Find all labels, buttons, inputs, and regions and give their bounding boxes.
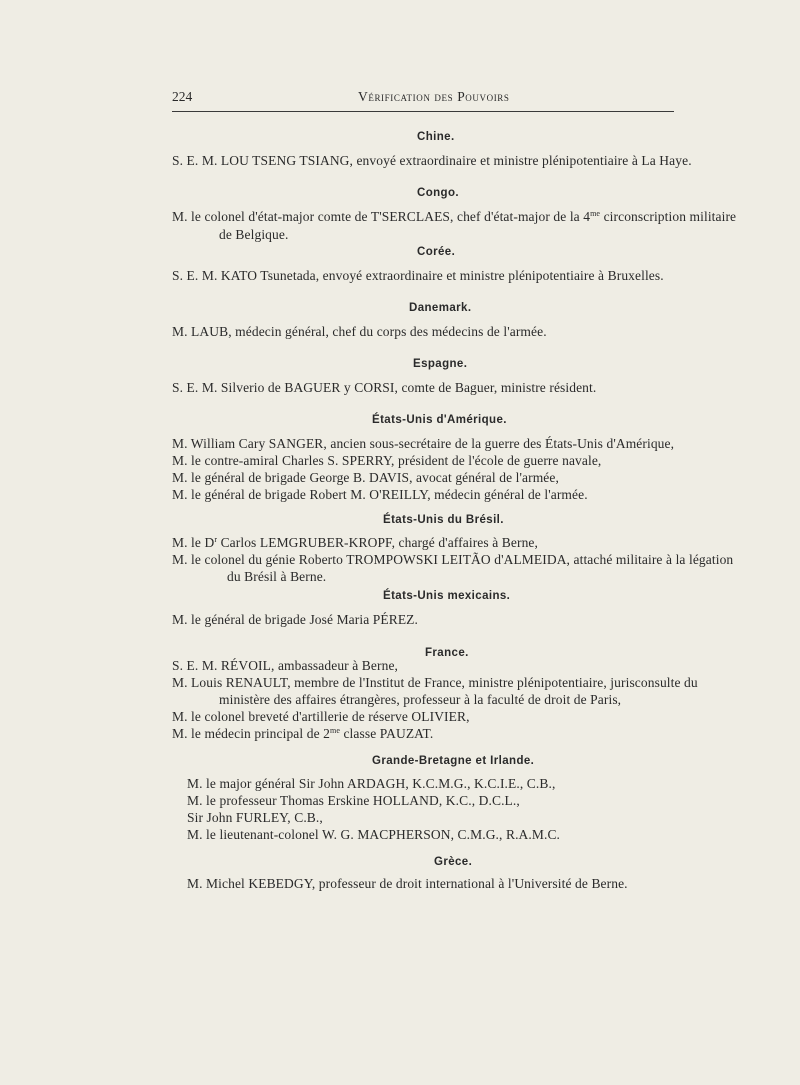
delegate-line: M. le lieutenant-colonel W. G. MACPHERSON, C.M.G., R.A.M.C. [187, 827, 561, 842]
delegate-line: M. le professeur Thomas Erskine HOLLAND, K.C., D.C.L., [187, 793, 520, 808]
delegate-line: M. le major général Sir John ARDAGH, K.C.M.G., K.C.I.E., C.B., [187, 776, 556, 791]
delegate-line: de Belgique. [219, 227, 289, 242]
section-heading-grande-bretagne: Grande-Bretagne et Irlande. [372, 755, 535, 767]
section-heading-espagne: Espagne. [413, 358, 468, 370]
section-heading-grece: Grèce. [434, 856, 473, 868]
delegate-line: M. le $D^r$ Carlos LEMGRUBER-KROPF, chargé d'affaires à Berne, [172, 535, 538, 550]
section-heading-congo: Congo. [417, 187, 459, 199]
delegate-line: M. le médecin principal de $2^{me}$ classe PAUZAT. [172, 726, 434, 741]
section-heading-danemark: Danemark. [409, 302, 472, 314]
delegate-line: S. E. M. LOU TSENG TSIANG, envoyé extraordinaire et ministre plénipotentiaire à La Haye. [172, 153, 692, 168]
section-heading-etats-unis-mexicains: États-Unis mexicains. [383, 590, 511, 602]
delegate-line: S. E. M. RÉVOIL, ambassadeur à Berne, [172, 658, 399, 673]
running-title: Vérification des Pouvoirs [358, 89, 510, 104]
page-number: 224 [172, 89, 193, 104]
delegate-line: M. le colonel du génie Roberto TROMPOWSKI LEITÃO d'ALMEIDA, attaché militaire à la légation [172, 552, 734, 567]
section-heading-chine: Chine. [417, 131, 455, 143]
delegate-line: M. le contre-amiral Charles S. SPERRY, président de l'école de guerre navale, [172, 453, 602, 468]
delegate-line: M. le général de brigade Robert M. O'REILLY, médecin général de l'armée. [172, 487, 588, 502]
delegate-line: M. LAUB, médecin général, chef du corps des médecins de l'armée. [172, 324, 547, 339]
delegate-line: M. Michel KEBEDGY, professeur de droit international à l'Université de Berne. [187, 876, 628, 891]
delegate-line: S. E. M. Silverio de BAGUER y CORSI, comte de Baguer, ministre résident. [172, 380, 597, 395]
delegate-line: M. William Cary SANGER, ancien sous-secrétaire de la guerre des États-Unis d'Amérique, [172, 436, 675, 451]
delegate-line: ministère des affaires étrangères, professeur à la faculté de droit de Paris, [219, 692, 622, 707]
delegate-line: M. le général de brigade George B. DAVIS, avocat général de l'armée, [172, 470, 559, 485]
delegate-line: du Brésil à Berne. [227, 569, 327, 584]
delegate-line: M. le général de brigade José Maria PÉREZ. [172, 612, 418, 627]
delegate-line: M. le colonel d'état-major comte de T'SERCLAES, chef d'état-major de la $4^{me}$ circonscription militaire [172, 209, 737, 224]
section-heading-france: France. [425, 647, 469, 659]
section-heading-coree: Corée. [417, 246, 456, 258]
section-heading-etats-unis-amerique: États-Unis d'Amérique. [372, 414, 507, 426]
delegate-line: M. le colonel breveté d'artillerie de réserve OLIVIER, [172, 709, 470, 724]
delegate-line: M. Louis RENAULT, membre de l'Institut de France, ministre plénipotentiaire, jurisconsulte du [172, 675, 698, 690]
page-header [172, 89, 674, 109]
section-heading-etats-unis-bresil: États-Unis du Brésil. [383, 514, 504, 526]
delegate-line: Sir John FURLEY, C.B., [187, 810, 323, 825]
header-rule [172, 111, 674, 112]
delegate-line: S. E. M. KATO Tsunetada, envoyé extraordinaire et ministre plénipotentiaire à Bruxelles. [172, 268, 664, 283]
